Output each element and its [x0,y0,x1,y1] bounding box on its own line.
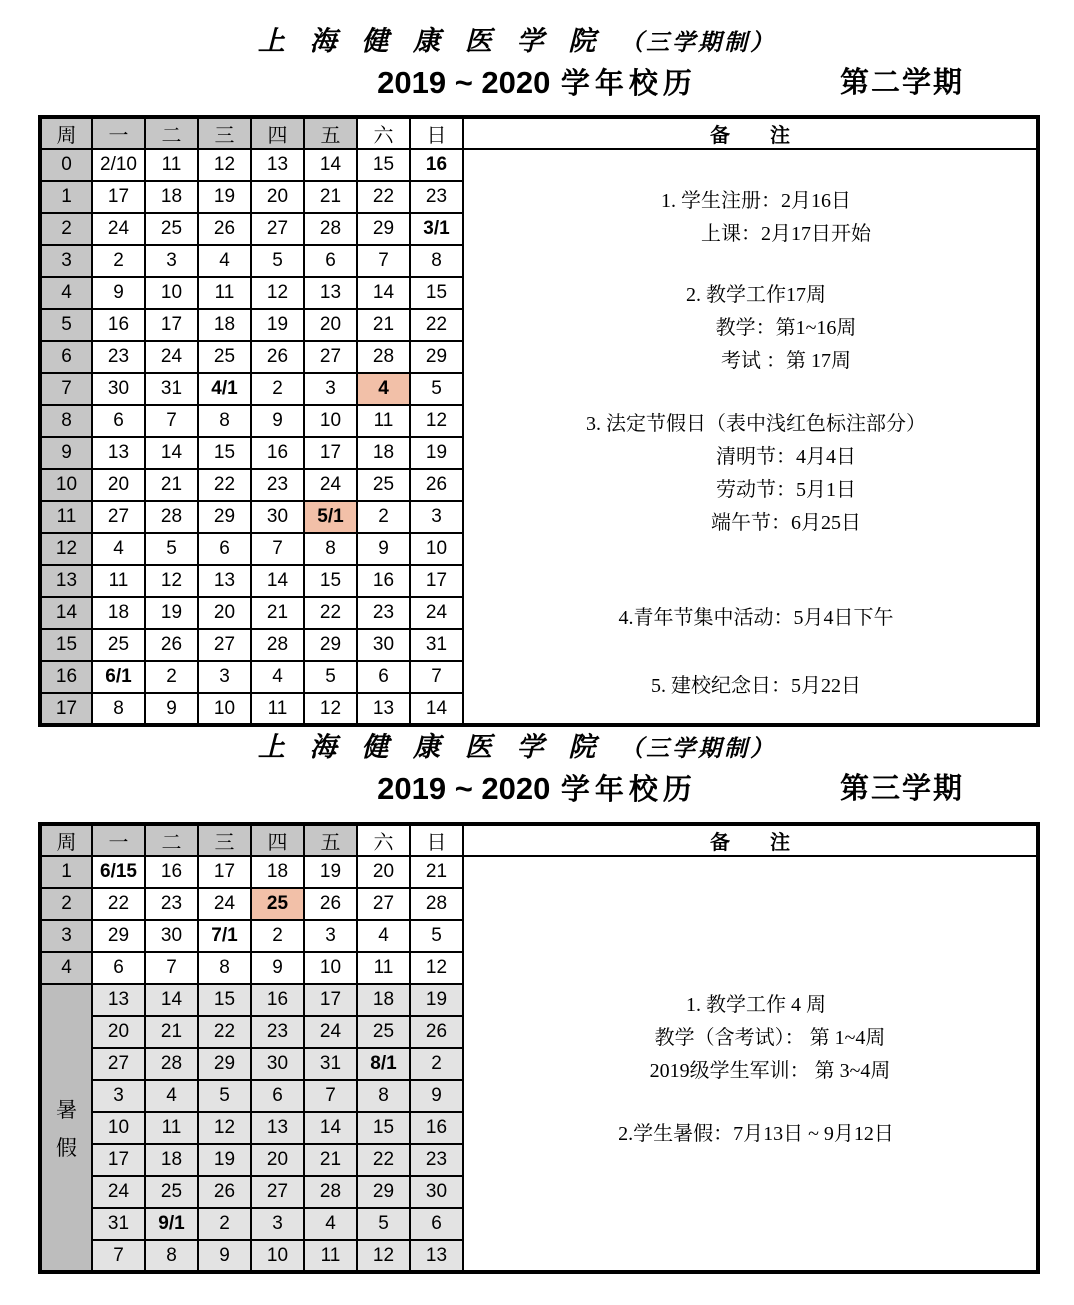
day-cell: 19 [198,181,251,213]
day-cell: 6 [198,533,251,565]
day-cell: 6 [92,952,145,984]
week-header-cell: 周 [40,117,92,149]
day-cell: 24 [410,597,463,629]
day-cell: 22 [357,181,410,213]
day-cell: 9 [198,1240,251,1272]
day-cell: 17 [304,984,357,1016]
day-cell: 28 [304,1176,357,1208]
week-number-cell: 13 [40,565,92,597]
day-cell: 16 [357,565,410,597]
summer-vacation-label [42,1094,91,1162]
day-cell: 7 [251,533,304,565]
remark-line: 3. 法定节假日（表中浅红色标注部分） [586,412,926,435]
day-cell: 26 [410,1016,463,1048]
day-cell: 3 [410,501,463,533]
day-cell: 21 [304,1144,357,1176]
remark-line: 上课：2月17日开始 [701,222,871,245]
day-cell: 30 [251,1048,304,1080]
week-number-cell: 11 [40,501,92,533]
day-cell: 27 [251,213,304,245]
day-cell: 8 [198,405,251,437]
day-cell: 17 [410,565,463,597]
week-number-cell: 2 [40,213,92,245]
day-cell: 11 [251,693,304,725]
day-cell: 15 [410,277,463,309]
day-cell: 23 [357,597,410,629]
day-cell: 8 [198,952,251,984]
system-label: （三学期制） [620,736,777,761]
day-cell: 6 [410,1208,463,1240]
day-cell: 18 [251,856,304,888]
day-header-cell: 六 [357,824,410,856]
remark-line: 1. 学生注册：2月16日 [661,189,851,212]
day-cell: 4 [92,533,145,565]
semester2-calendar-table [38,115,1040,727]
day-cell: 11 [198,277,251,309]
day-cell: 28 [304,213,357,245]
week-number-cell: 17 [40,693,92,725]
day-cell: 11 [145,1112,198,1144]
day-cell: 23 [251,1016,304,1048]
day-cell: 4 [145,1080,198,1112]
day-cell: 15 [198,437,251,469]
day-cell: 27 [251,1176,304,1208]
week-number-cell: 9 [40,437,92,469]
day-cell: 20 [251,181,304,213]
school-title-line [0,724,1074,770]
day-cell: 13 [410,1240,463,1272]
day-cell: 7 [357,245,410,277]
holiday-day-cell: 4 [357,373,410,405]
day-cell: 9/1 [145,1208,198,1240]
day-cell: 17 [92,1144,145,1176]
day-cell: 2 [145,661,198,693]
day-cell: 7 [304,1080,357,1112]
day-cell: 29 [410,341,463,373]
day-header-cell: 日 [410,117,463,149]
day-cell: 9 [92,277,145,309]
remarks-header-cell: 备 注 [463,824,1038,856]
semester-label: 第二学期 [840,67,965,99]
day-cell: 4 [304,1208,357,1240]
day-cell: 5 [145,533,198,565]
day-cell: 30 [357,629,410,661]
week-header-cell: 周 [40,824,92,856]
week-number-cell: 1 [40,181,92,213]
day-cell: 19 [410,437,463,469]
day-cell: 24 [92,213,145,245]
day-cell: 13 [251,1112,304,1144]
day-cell: 10 [410,533,463,565]
day-cell: 27 [92,501,145,533]
day-cell: 27 [357,888,410,920]
day-cell: 11 [145,149,198,181]
semester2-heading [0,18,1074,102]
day-header-cell: 三 [198,824,251,856]
day-cell: 17 [92,181,145,213]
day-cell: 7 [410,661,463,693]
day-cell: 15 [304,565,357,597]
remarks-cell [463,149,1038,725]
day-header-cell: 二 [145,824,198,856]
day-cell: 6 [357,661,410,693]
day-cell: 22 [304,597,357,629]
day-cell: 21 [410,856,463,888]
day-cell: 20 [304,309,357,341]
system-label: （三学期制） [620,30,777,55]
day-cell: 23 [251,469,304,501]
remarks-header-cell: 备 注 [463,117,1038,149]
day-cell: 26 [304,888,357,920]
day-cell: 31 [92,1208,145,1240]
week-number-cell: 4 [40,277,92,309]
day-cell: 8 [357,1080,410,1112]
year-title-line [0,64,1074,102]
day-cell: 31 [145,373,198,405]
day-cell: 21 [304,181,357,213]
day-cell: 11 [92,565,145,597]
holiday-day-cell: 5/1 [304,501,357,533]
remark-line: 4.青年节集中活动：5月4日下午 [618,606,894,629]
day-cell: 14 [304,1112,357,1144]
week-number-cell: 12 [40,533,92,565]
day-cell: 3 [92,1080,145,1112]
day-cell: 21 [145,469,198,501]
day-cell: 16 [410,1112,463,1144]
day-cell: 14 [145,437,198,469]
day-cell: 18 [145,1144,198,1176]
day-cell: 13 [92,984,145,1016]
day-cell: 13 [92,437,145,469]
semester-label: 第三学期 [840,773,965,805]
day-cell: 2 [92,245,145,277]
summer-vacation-label-cell [40,984,92,1272]
day-cell: 9 [251,952,304,984]
day-cell: 3 [304,373,357,405]
day-cell: 23 [410,1144,463,1176]
week-number-cell: 8 [40,405,92,437]
day-cell: 16 [251,984,304,1016]
summer-vacation-char: 假 [56,1135,77,1160]
day-cell: 29 [357,213,410,245]
day-cell: 28 [357,341,410,373]
day-cell: 31 [410,629,463,661]
day-cell: 7/1 [198,920,251,952]
remark-line: 清明节：4月4日 [716,445,856,468]
day-header-cell: 二 [145,117,198,149]
day-cell: 20 [251,1144,304,1176]
day-cell: 4 [251,661,304,693]
day-header-cell: 五 [304,117,357,149]
day-cell: 4/1 [198,373,251,405]
day-cell: 14 [145,984,198,1016]
day-cell: 7 [92,1240,145,1272]
day-cell: 8 [92,693,145,725]
day-cell: 19 [304,856,357,888]
day-cell: 23 [145,888,198,920]
remark-line: 2.学生暑假：7月13日 ~ 9月12日 [618,1122,894,1145]
day-header-cell: 一 [92,824,145,856]
day-cell: 11 [357,952,410,984]
summer-vacation-char: 暑 [56,1097,77,1122]
remark-line: 教学：第1~16周 [715,316,857,339]
day-header-cell: 一 [92,117,145,149]
day-cell: 19 [251,309,304,341]
day-cell: 6 [304,245,357,277]
day-cell: 26 [410,469,463,501]
day-cell: 4 [357,920,410,952]
day-cell: 27 [198,629,251,661]
remarks-cell [463,856,1038,1272]
day-cell: 24 [145,341,198,373]
week-number-cell: 10 [40,469,92,501]
day-cell: 12 [198,149,251,181]
day-cell: 3 [304,920,357,952]
day-cell: 20 [198,597,251,629]
day-cell: 26 [145,629,198,661]
day-cell: 29 [304,629,357,661]
day-cell: 22 [410,309,463,341]
week-number-cell: 3 [40,920,92,952]
school-name: 上 海 健 康 医 学 院 [257,26,605,56]
day-cell: 11 [304,1240,357,1272]
week-number-cell: 7 [40,373,92,405]
day-cell: 22 [92,888,145,920]
day-cell: 28 [410,888,463,920]
week-number-cell: 0 [40,149,92,181]
day-cell: 2 [251,373,304,405]
day-cell: 15 [198,984,251,1016]
day-cell: 2 [251,920,304,952]
day-cell: 10 [145,277,198,309]
day-cell: 3 [145,245,198,277]
day-cell: 30 [410,1176,463,1208]
day-cell: 5 [304,661,357,693]
year-range: 2019 ~ 2020 [377,65,551,100]
day-cell: 10 [198,693,251,725]
day-cell: 14 [251,565,304,597]
day-cell: 19 [145,597,198,629]
day-cell: 2 [357,501,410,533]
day-cell: 30 [251,501,304,533]
day-cell: 12 [304,693,357,725]
day-cell: 23 [410,181,463,213]
semester3-calendar-table [38,822,1040,1274]
day-cell: 4 [198,245,251,277]
week-number-cell: 14 [40,597,92,629]
day-cell: 6 [251,1080,304,1112]
day-cell: 28 [251,629,304,661]
year-range: 2019 ~ 2020 [377,771,551,806]
day-cell: 20 [92,1016,145,1048]
day-cell: 18 [92,597,145,629]
day-cell: 3/1 [410,213,463,245]
day-cell: 27 [92,1048,145,1080]
day-cell: 22 [198,1016,251,1048]
day-cell: 17 [145,309,198,341]
day-cell: 10 [304,952,357,984]
day-cell: 20 [92,469,145,501]
day-cell: 2 [198,1208,251,1240]
day-cell: 18 [198,309,251,341]
day-cell: 25 [92,629,145,661]
day-cell: 19 [410,984,463,1016]
day-cell: 29 [198,1048,251,1080]
day-cell: 7 [145,405,198,437]
day-cell: 8 [410,245,463,277]
day-cell: 11 [357,405,410,437]
day-cell: 12 [145,565,198,597]
day-cell: 30 [145,920,198,952]
day-cell: 21 [251,597,304,629]
day-cell: 2 [410,1048,463,1080]
day-header-cell: 五 [304,824,357,856]
day-cell: 12 [251,277,304,309]
week-number-cell: 2 [40,888,92,920]
day-header-cell: 三 [198,117,251,149]
day-cell: 9 [251,405,304,437]
remark-line: 教学（含考试）： 第 1~4周 [654,1026,886,1049]
day-cell: 16 [251,437,304,469]
day-cell: 2/10 [92,149,145,181]
week-number-cell: 1 [40,856,92,888]
day-cell: 29 [92,920,145,952]
day-header-cell: 四 [251,824,304,856]
holiday-day-cell: 25 [251,888,304,920]
day-cell: 5 [357,1208,410,1240]
day-cell: 30 [92,373,145,405]
day-cell: 8/1 [357,1048,410,1080]
day-cell: 16 [145,856,198,888]
school-name: 上 海 健 康 医 学 院 [257,732,605,762]
day-cell: 25 [357,1016,410,1048]
calendar-title: 学年校历 [560,68,697,100]
day-cell: 17 [304,437,357,469]
day-cell: 16 [410,149,463,181]
day-cell: 18 [357,437,410,469]
day-cell: 26 [198,213,251,245]
day-cell: 13 [251,149,304,181]
week-number-cell: 5 [40,309,92,341]
day-cell: 24 [304,1016,357,1048]
day-cell: 6/15 [92,856,145,888]
day-cell: 25 [145,213,198,245]
day-cell: 6 [92,405,145,437]
week-number-cell: 3 [40,245,92,277]
school-title-line [0,18,1074,64]
week-number-cell: 4 [40,952,92,984]
remark-line: 5. 建校纪念日：5月22日 [651,674,861,697]
day-cell: 26 [251,341,304,373]
calendar-title: 学年校历 [560,774,697,806]
day-cell: 14 [304,149,357,181]
day-cell: 13 [198,565,251,597]
day-header-cell: 日 [410,824,463,856]
week-number-cell: 16 [40,661,92,693]
remark-line: 2. 教学工作17周 [686,283,826,306]
day-cell: 14 [410,693,463,725]
remark-line: 1. 教学工作 4 周 [686,993,826,1016]
day-cell: 5 [198,1080,251,1112]
day-cell: 29 [198,501,251,533]
day-cell: 10 [304,405,357,437]
day-cell: 18 [357,984,410,1016]
day-cell: 13 [304,277,357,309]
day-cell: 27 [304,341,357,373]
day-cell: 20 [357,856,410,888]
day-cell: 5 [251,245,304,277]
day-cell: 10 [251,1240,304,1272]
day-cell: 16 [92,309,145,341]
day-cell: 28 [145,1048,198,1080]
week-number-cell: 6 [40,341,92,373]
day-cell: 17 [198,856,251,888]
day-cell: 9 [145,693,198,725]
day-cell: 25 [145,1176,198,1208]
day-cell: 6/1 [92,661,145,693]
semester3-heading [0,724,1074,808]
day-cell: 10 [92,1112,145,1144]
day-cell: 28 [145,501,198,533]
week-number-cell: 15 [40,629,92,661]
remark-line: 劳动节：5月1日 [716,478,856,501]
day-cell: 7 [145,952,198,984]
day-cell: 26 [198,1176,251,1208]
day-header-cell: 四 [251,117,304,149]
day-cell: 3 [198,661,251,693]
day-cell: 5 [410,373,463,405]
remark-line: 考试 ：第 17周 [721,349,851,372]
day-cell: 5 [410,920,463,952]
day-cell: 9 [357,533,410,565]
day-cell: 31 [304,1048,357,1080]
day-cell: 25 [357,469,410,501]
day-cell: 12 [198,1112,251,1144]
day-cell: 24 [304,469,357,501]
day-cell: 19 [198,1144,251,1176]
day-cell: 24 [198,888,251,920]
day-cell: 12 [357,1240,410,1272]
day-cell: 22 [198,469,251,501]
day-cell: 22 [357,1144,410,1176]
day-cell: 14 [357,277,410,309]
day-cell: 12 [410,405,463,437]
day-cell: 29 [357,1176,410,1208]
day-cell: 15 [357,149,410,181]
day-cell: 3 [251,1208,304,1240]
day-cell: 13 [357,693,410,725]
day-cell: 21 [357,309,410,341]
year-title-line [0,770,1074,808]
day-header-cell: 六 [357,117,410,149]
day-cell: 9 [410,1080,463,1112]
day-cell: 24 [92,1176,145,1208]
remark-line: 2019级学生军训： 第 3~4周 [649,1059,891,1082]
day-cell: 23 [92,341,145,373]
remark-line: 端午节：6月25日 [711,511,861,534]
day-cell: 8 [145,1240,198,1272]
day-cell: 15 [357,1112,410,1144]
day-cell: 21 [145,1016,198,1048]
day-cell: 18 [145,181,198,213]
day-cell: 12 [410,952,463,984]
day-cell: 8 [304,533,357,565]
day-cell: 25 [198,341,251,373]
